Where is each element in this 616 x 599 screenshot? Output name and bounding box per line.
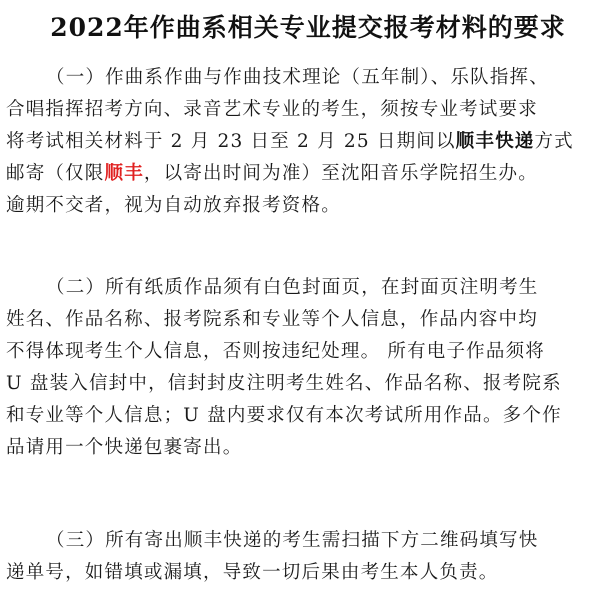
document-title: 2022年作曲系相关专业提交报考材料的要求 xyxy=(50,13,566,42)
shunfeng-express-bold: 顺丰快递 xyxy=(455,131,535,152)
paragraph-1 xyxy=(6,62,610,222)
paragraph-2-line-3: 不得体现考生个人信息，否则按违纪处理。 所有电子作品须将 xyxy=(6,341,545,362)
paragraph-2-line-6: 品请用一个快递包裹寄出。 xyxy=(6,437,243,458)
paragraph-3-line-2: 递单号，如错填或漏填，导致一切后果由考生本人负责。 xyxy=(6,562,499,583)
shunfeng-red-highlight: 顺丰 xyxy=(104,163,144,184)
paragraph-1-line-1: （一）作曲系作曲与作曲技术理论（五年制）、乐队指挥、 xyxy=(46,67,549,88)
paragraph-1-line-4-text: 邮寄（仅限 xyxy=(6,163,105,184)
paragraph-1-line-2: 合唱指挥招考方向、录音艺术专业的考生，须按专业考试要求 xyxy=(6,99,538,120)
paragraph-1-line-3-tail: 方式 xyxy=(534,131,574,152)
paragraph-1-line-5: 逾期不交者，视为自动放弃报考资格。 xyxy=(6,195,341,216)
paragraph-3 xyxy=(6,525,610,589)
paragraph-1-line-3 xyxy=(6,126,610,158)
paragraph-2-line-4: U 盘装入信封中，信封封皮注明考生姓名、作品名称、报考院系 xyxy=(6,373,562,394)
paragraph-1-line-3-text: 将考试相关材料于 2 月 23 日至 2 月 25 日期间以 xyxy=(6,131,456,152)
paragraph-3-line-1: （三）所有寄出顺丰快递的考生需扫描下方二维码填写快 xyxy=(46,530,539,551)
paragraph-1-line-4-tail: ，以寄出时间为准）至沈阳音乐学院招生办。 xyxy=(143,163,538,184)
paragraph-2-line-1: （二）所有纸质作品须有白色封面页，在封面页注明考生 xyxy=(46,277,539,298)
paragraph-2-line-5: 和专业等个人信息；U 盘内要求仅有本次考试所用作品。多个作 xyxy=(6,405,562,426)
paragraph-2-line-2: 姓名、作品名称、报考院系和专业等个人信息，作品内容中均 xyxy=(6,309,538,330)
paragraph-2 xyxy=(6,272,610,464)
paragraph-1-line-4 xyxy=(6,158,610,190)
